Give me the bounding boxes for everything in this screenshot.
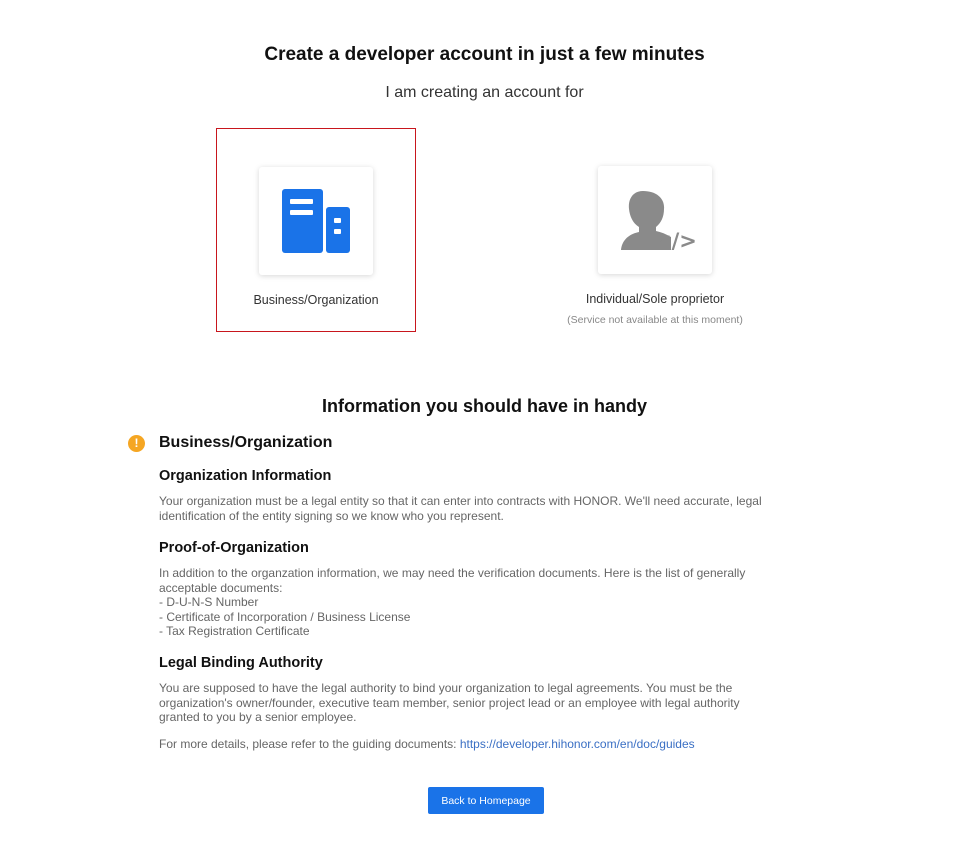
legal-binding-authority-section xyxy=(159,655,819,725)
proof-of-organization-heading: Proof-of-Organization xyxy=(159,540,309,556)
legal-binding-authority-heading: Legal Binding Authority xyxy=(159,655,323,671)
individual-icon-card[interactable] xyxy=(598,166,712,274)
organization-information-section xyxy=(159,468,819,523)
account-type-individual-label: Individual/Sole proprietor xyxy=(585,292,725,306)
proof-of-organization-section xyxy=(159,540,819,639)
guiding-documents-text: For more details, please refer to the guiding documents: xyxy=(159,737,460,751)
page-title: Create a developer account in just a few minutes xyxy=(264,44,705,65)
account-type-business-label: Business/Organization xyxy=(253,293,379,307)
info-category-title: Business/Organization xyxy=(159,434,333,451)
building-icon xyxy=(281,188,351,254)
organization-information-text: Your organization must be a legal entity so that it can enter into contracts with HONOR. We'll need accurate, legal identification of the entity signing so we know who you represent. xyxy=(159,494,762,523)
account-type-business-option[interactable] xyxy=(216,128,416,332)
back-to-homepage-button[interactable]: Back to Homepage xyxy=(428,787,544,814)
organization-information-heading: Organization Information xyxy=(159,468,332,484)
warning-icon: ! xyxy=(128,435,145,452)
proof-of-organization-text: In addition to the organzation information, we may need the verification documents. Here is the list of generally acceptable documents: - D-U-N-S Number - Certificate of Incorporation / Business License - Tax Registration Certificate xyxy=(159,566,746,638)
legal-binding-authority-text: You are supposed to have the legal authority to bind your organization to legal agreements. You must be the organization's owner/founder, executive team member, senior project lead or an employee with legal authority granted to you by a senior employee. xyxy=(159,681,740,724)
account-type-individual-option[interactable] xyxy=(555,128,755,332)
business-icon-card[interactable] xyxy=(259,167,373,275)
page-subtitle: I am creating an account for xyxy=(385,84,584,101)
developer-user-icon xyxy=(619,187,697,253)
svg-text:</>: </> xyxy=(654,229,697,253)
guiding-documents-note xyxy=(159,737,819,752)
account-type-individual-note: (Service not available at this moment) xyxy=(567,314,743,326)
guiding-documents-link[interactable]: https://developer.hihonor.com/en/doc/guides xyxy=(459,737,695,751)
info-section-title: Information you should have in handy xyxy=(321,396,648,416)
